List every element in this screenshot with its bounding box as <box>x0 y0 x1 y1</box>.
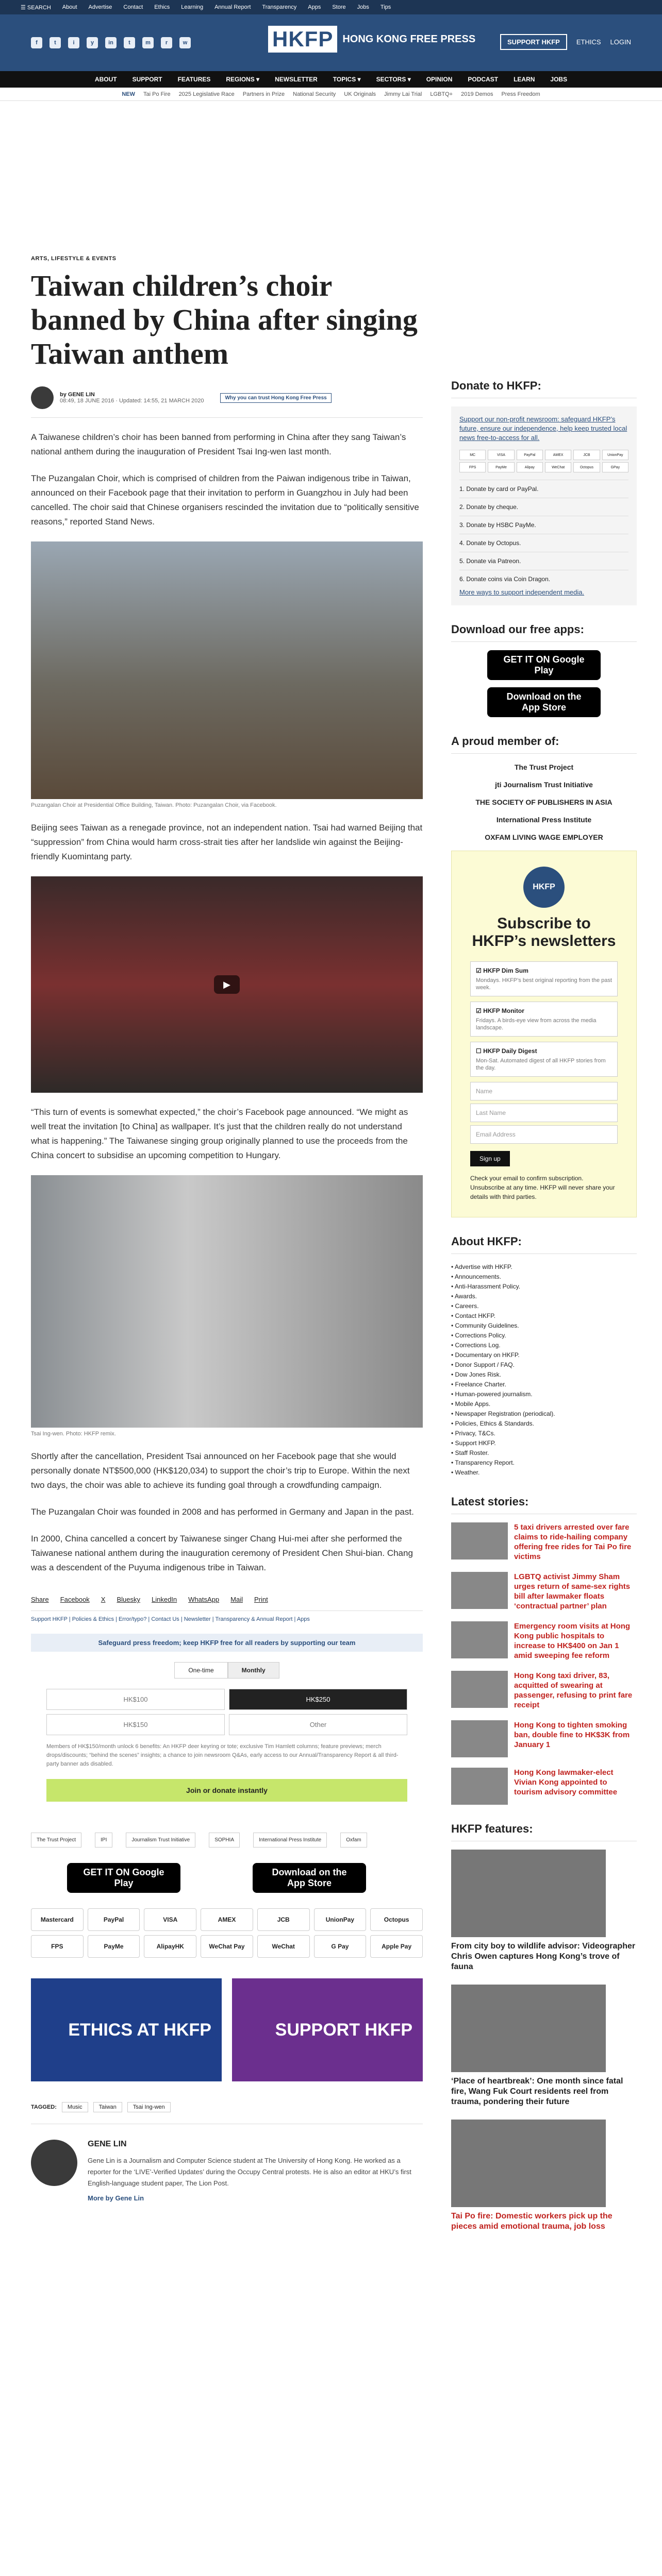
photo-caption: Tsai Ing-wen. Photo: HKFP remix. <box>31 1431 116 1437</box>
story-thumbnail <box>451 1572 508 1609</box>
logo-text: HONG KONG FREE PRESS <box>342 33 476 45</box>
features-title: HKFP features: <box>451 1822 637 1841</box>
member-title: A proud member of: <box>451 735 637 754</box>
payment-logo: VISA <box>144 1908 196 1931</box>
partner-logo[interactable]: International Press Institute <box>253 1833 327 1848</box>
top-utility-bar <box>0 0 662 14</box>
nav-item[interactable]: OPINION <box>426 76 453 83</box>
utility-link[interactable]: Learning <box>181 4 204 10</box>
nav-item[interactable]: SECTORS ▾ <box>376 76 411 83</box>
tag[interactable]: Tsai Ing-wen <box>127 2102 171 2112</box>
donate-title: Donate to HKFP: <box>451 379 637 398</box>
trending-bar <box>0 88 662 101</box>
payment-logo: AMEX <box>201 1908 253 1931</box>
tag[interactable]: Taiwan <box>93 2102 122 2112</box>
story-thumbnail <box>451 1671 508 1708</box>
partner-logo[interactable]: The Trust Project <box>31 1833 81 1848</box>
share-mail[interactable]: Mail <box>230 1596 243 1603</box>
latest-stories <box>451 1522 637 1805</box>
share-x[interactable]: X <box>101 1596 106 1603</box>
paragraph: Beijing sees Taiwan as a renegade province, not an independent nation. Tsai had warned Beijing that “suppression” from China would harm cross-strait ties after her landslide win against the Beijing-friendly Kuomintang party. <box>31 823 423 861</box>
site-logo[interactable] <box>268 26 475 53</box>
article <box>31 256 423 2202</box>
payment-methods <box>31 1908 423 1958</box>
share-facebook[interactable]: Facebook <box>60 1596 90 1603</box>
sidebar <box>451 379 637 2244</box>
about-title: About HKFP: <box>451 1235 637 1254</box>
nav-item[interactable]: FEATURES <box>177 76 211 83</box>
paragraph: “This turn of events is somewhat expected,” the choir’s Facebook page announced. “We might as well treat the invitation [to China] as wallpaper. It’s just that the children really do not understand what is happening.” The Taiwanese singing group originally planned to use the proceeds from the China concert to subsidise an upcoming competition to Hungary. <box>31 1107 408 1160</box>
partner-logo[interactable]: SOPHIA <box>209 1833 240 1848</box>
latest-story[interactable] <box>451 1522 637 1562</box>
utility-link[interactable]: Ethics <box>154 4 170 10</box>
about-link[interactable]: • Freelance Charter. <box>451 1381 506 1388</box>
about-link[interactable]: • Transparency Report. <box>451 1459 515 1466</box>
utility-link[interactable]: Store <box>332 4 346 10</box>
about-link[interactable]: • Human-powered journalism. <box>451 1391 533 1398</box>
payment-logo: JCB <box>257 1908 310 1931</box>
newsletter-name: ☑ HKFP Dim Sum <box>476 967 528 974</box>
newsletter-desc: Mon-Sat. Automated digest of all HKFP stories from the day. <box>476 1058 606 1071</box>
story-thumbnail <box>451 1720 508 1757</box>
article-footer-links[interactable]: Support HKFP | Policies & Ethics | Error/typo? | Contact Us | Newsletter | Transparency & Annual Report | Apps <box>31 1611 423 1622</box>
trending-link[interactable]: 2025 Legislative Race <box>178 91 235 97</box>
trust-badge[interactable]: Why you can trust Hong Kong Free Press <box>220 393 331 403</box>
x-icon[interactable]: t <box>49 37 61 48</box>
newsletter-title: Subscribe to HKFP’s newsletters <box>472 915 616 950</box>
search-link[interactable]: ☰ SEARCH <box>21 4 51 11</box>
latest-story[interactable] <box>451 1768 637 1805</box>
tag-list <box>31 2102 423 2124</box>
utility-link[interactable]: Annual Report <box>214 4 251 10</box>
byline <box>31 386 423 418</box>
story-thumbnail <box>451 1768 508 1805</box>
about-link[interactable]: • Contact HKFP. <box>451 1312 496 1319</box>
trending-link[interactable]: National Security <box>293 91 336 97</box>
masthead <box>0 14 662 71</box>
latest-story[interactable] <box>451 1671 637 1710</box>
member-logo[interactable]: OXFAM LIVING WAGE EMPLOYER <box>485 833 603 841</box>
about-links <box>451 1262 637 1478</box>
utility-link[interactable]: Advertise <box>88 4 112 10</box>
about-link[interactable]: • Anti-Harassment Policy. <box>451 1283 521 1290</box>
play-icon[interactable]: ▶ <box>214 975 240 994</box>
nav-item[interactable]: TOPICS ▾ <box>333 76 361 83</box>
feature-image <box>451 2120 606 2207</box>
avatar[interactable] <box>31 386 54 409</box>
card-logos <box>459 450 628 472</box>
utility-link[interactable]: About <box>62 4 77 10</box>
promo-banners <box>31 1978 423 2081</box>
story-title: Emergency room visits at Hong Kong public hospitals to increase to HK$400 on Jan 1 amid sweeping fee reform <box>514 1622 631 1660</box>
payment-logo: Apple Pay <box>370 1935 423 1958</box>
trending-link[interactable]: Press Freedom <box>501 91 540 97</box>
share-label: Share <box>31 1596 49 1603</box>
share-linkedin[interactable]: LinkedIn <box>152 1596 177 1603</box>
card-logo: VISA <box>488 450 514 460</box>
card-logo: AMEX <box>545 450 571 460</box>
newsletter-checkbox[interactable] <box>470 961 618 996</box>
about-link[interactable]: • Dow Jones Risk. <box>451 1371 501 1378</box>
card-logo: JCB <box>573 450 600 460</box>
about-link[interactable]: • Careers. <box>451 1302 479 1310</box>
latest-story[interactable] <box>451 1621 637 1660</box>
payment-logo: PayMe <box>88 1935 140 1958</box>
about-link[interactable]: • Staff Roster. <box>451 1449 489 1456</box>
about-link[interactable]: • Community Guidelines. <box>451 1322 519 1329</box>
amount-option[interactable]: Other <box>229 1714 407 1735</box>
card-logo: WeChat <box>545 462 571 472</box>
sign-up-button[interactable]: Sign up <box>470 1151 510 1166</box>
utility-link[interactable]: Jobs <box>357 4 369 10</box>
trending-link[interactable]: Jimmy Lai Trial <box>384 91 422 97</box>
google-play-button[interactable]: GET IT ON Google Play <box>487 650 601 680</box>
nav-item[interactable]: REGIONS ▾ <box>226 76 260 83</box>
author-bio: Gene Lin is a Journalism and Computer Science student at The University of Hong Kong. He worked as a reporter for the ‘LIVE’-Verified Updates’ during the Occupy Central protests. He is also an editor at HKU’s first English-language student paper, The Lion Post. <box>88 2157 411 2187</box>
email-field[interactable]: Email Address <box>470 1125 618 1144</box>
trending-link[interactable]: UK Originals <box>344 91 376 97</box>
about-link[interactable]: • Policies, Ethics & Standards. <box>451 1420 534 1427</box>
story-thumbnail <box>451 1522 508 1560</box>
more-ways-link[interactable]: More ways to support independent media. <box>459 588 585 596</box>
story-title: 5 taxi drivers arrested over fare claims to ride-hailing company offering free rides for Tai Po fire victims <box>514 1523 632 1561</box>
donate-box <box>451 406 637 605</box>
mail-icon[interactable]: m <box>142 37 154 48</box>
story-title: Hong Kong taxi driver, 83, acquitted of swearing at passenger, refusing to print fare receipt <box>514 1671 633 1709</box>
share-bluesky[interactable]: Bluesky <box>117 1596 140 1603</box>
amount-option[interactable]: HK$250 <box>229 1689 407 1710</box>
one-time-option[interactable]: One-time <box>174 1662 227 1679</box>
author-link[interactable]: by GENE LIN <box>60 392 95 398</box>
donate-option[interactable]: 6. Donate coins via Coin Dragon. <box>459 570 628 588</box>
payment-logo: WeChat <box>257 1935 310 1958</box>
publish-date: 08:49, 18 JUNE 2016 · Updated: 14:55, 21 MARCH 2020 <box>60 398 204 404</box>
feature-title: From city boy to wildlife advisor: Videographer Chris Owen captures Hong Kong’s trove of fauna <box>451 1942 636 1971</box>
newsletter-name: ☐ HKFP Daily Digest <box>476 1047 537 1055</box>
facebook-icon[interactable]: f <box>31 37 42 48</box>
author-box <box>31 2140 423 2202</box>
apps-title: Download our free apps: <box>451 623 637 642</box>
utility-link[interactable]: Apps <box>308 4 321 10</box>
monthly-option[interactable]: Monthly <box>228 1662 279 1679</box>
login-link[interactable]: LOGIN <box>610 38 631 46</box>
about-link[interactable]: • Documentary on HKFP. <box>451 1351 520 1359</box>
share-whatsapp[interactable]: WhatsApp <box>188 1596 220 1603</box>
nav-item[interactable]: SUPPORT <box>132 76 162 83</box>
card-logo: Alipay <box>517 462 543 472</box>
paragraph: Shortly after the cancellation, President Tsai announced on her Facebook page that she would personally donate NT$500,000 (HK$120,034) to support the choir’s trip to Europe. Within the next two days, the choir was able to achieve its funding goal through a crowdfunding campaign. <box>31 1451 410 1490</box>
paragraph: The Puzangalan Choir, which is comprised of children from the Paiwan indigenous tribe in Taiwan, announced on their Facebook page that their invitation to perform in Guangzhou in July had been cancelled. The choir said that Chinese organisers rescinded the invitation due to “politically sensitive reasons,” reported Stand News. <box>31 473 419 527</box>
logo-mark: HKFP <box>268 26 337 53</box>
latest-story[interactable] <box>451 1720 637 1757</box>
trending-link[interactable]: Partners in Prize <box>242 91 285 97</box>
payment-logo: PayPal <box>88 1908 140 1931</box>
payment-logo: AlipayHK <box>144 1935 196 1958</box>
trending-link[interactable]: LGBTQ+ <box>430 91 453 97</box>
card-logo: Octopus <box>573 462 600 472</box>
donate-option[interactable]: 1. Donate by card or PayPal. <box>459 480 628 498</box>
newsletter-box <box>451 851 637 1217</box>
support-promo[interactable]: SUPPORT HKFP <box>232 1978 423 2081</box>
partner-logo[interactable]: IPI <box>95 1833 112 1848</box>
amount-grid <box>31 1689 423 1735</box>
newsletter-name: ☑ HKFP Monitor <box>476 1007 524 1014</box>
about-link[interactable]: • Corrections Policy. <box>451 1332 506 1339</box>
feature-title: Tai Po fire: Domestic workers pick up the pieces amid emotional trauma, job loss <box>451 2212 613 2231</box>
app-store-button[interactable]: Download on the App Store <box>487 687 601 717</box>
donate-option[interactable]: 3. Donate by HSBC PayMe. <box>459 516 628 534</box>
newsletter-desc: Mondays. HKFP’s best original reporting from the past week. <box>476 977 612 991</box>
donate-option[interactable]: 4. Donate by Octopus. <box>459 534 628 552</box>
card-logo: PayMe <box>488 462 514 472</box>
newsletter-note: Check your email to confirm subscription. Unsubscribe at any time. HKFP will never share your details with third parties. <box>470 1175 615 1200</box>
telegram-icon[interactable]: t <box>124 37 135 48</box>
latest-story[interactable] <box>451 1572 637 1611</box>
member-logo[interactable]: jti Journalism Trust Initiative <box>495 781 593 789</box>
donate-heading: Safeguard press freedom; keep HKFP free for all readers by supporting our team <box>31 1634 423 1652</box>
story-title: LGBTQ activist Jimmy Sham urges return of same-sex rights bill after lawmaker floats ‘contractual partner’ plan <box>514 1572 631 1611</box>
whatsapp-icon[interactable]: w <box>179 37 191 48</box>
payment-logo: FPS <box>31 1935 84 1958</box>
card-logo: GPay <box>602 462 628 472</box>
nav-item[interactable]: JOBS <box>550 76 568 83</box>
more-by-author-link[interactable]: More by Gene Lin <box>88 2194 144 2202</box>
avatar[interactable] <box>31 2140 77 2186</box>
donate-option[interactable]: 5. Donate via Patreon. <box>459 552 628 570</box>
feature-stories <box>451 1850 637 2232</box>
page-title: Taiwan children’s choir banned by China after singing Taiwan anthem <box>31 269 418 370</box>
payment-logo: Octopus <box>370 1908 423 1931</box>
feature-story[interactable] <box>451 1850 637 1972</box>
utility-links <box>62 4 391 10</box>
amount-option[interactable]: HK$100 <box>46 1689 225 1710</box>
paragraph: In 2000, China cancelled a concert by Taiwanese singer Chang Hui-mei after she performed the Taiwanese national anthem during the inauguration ceremony of President Chen Shui-bian. Chang was a descendent of the Puyuma indigenous tribe in Taiwan. <box>31 1534 413 1572</box>
main-navigation <box>0 71 662 88</box>
google-play-button[interactable]: GET IT ON Google Play <box>67 1863 180 1893</box>
amount-option[interactable]: HK$150 <box>46 1714 225 1735</box>
choir-photo <box>31 541 423 799</box>
join-donate-button[interactable]: Join or donate instantly <box>46 1779 407 1802</box>
share-bar <box>31 1596 423 1603</box>
about-link[interactable]: • Advertise with HKFP. <box>451 1263 512 1270</box>
story-title: Hong Kong lawmaker-elect Vivian Kong appointed to tourism advisory committee <box>514 1768 618 1797</box>
youtube-icon[interactable]: y <box>87 37 98 48</box>
trending-new-label: NEW <box>122 91 135 97</box>
trending-link[interactable]: 2019 Demos <box>461 91 493 97</box>
nav-item[interactable]: NEWSLETTER <box>275 76 318 83</box>
about-link[interactable]: • Awards. <box>451 1293 477 1300</box>
feature-title: ‘Place of heartbreak’: One month since fatal fire, Wang Fuk Court residents reel from trauma, pondering their future <box>451 2077 623 2106</box>
ethics-promo[interactable]: ETHICS AT HKFP <box>31 1978 222 2081</box>
newsletter-checkbox[interactable] <box>470 1002 618 1037</box>
newsletter-desc: Fridays. A birds-eye view from across the media landscape. <box>476 1018 597 1031</box>
card-logo: UnionPay <box>602 450 628 460</box>
share-print[interactable]: Print <box>254 1596 268 1603</box>
name-field[interactable]: Name <box>470 1082 618 1100</box>
author-name[interactable]: GENE LIN <box>88 2140 127 2148</box>
story-thumbnail <box>451 1621 508 1658</box>
article-category[interactable]: ARTS, LIFESTYLE & EVENTS <box>31 256 117 262</box>
nav-item[interactable]: PODCAST <box>468 76 499 83</box>
about-link[interactable]: • Newspaper Registration (periodical). <box>451 1410 555 1417</box>
member-logo[interactable]: The Trust Project <box>514 763 574 771</box>
nav-item[interactable]: ABOUT <box>94 76 117 83</box>
donate-option[interactable]: 2. Donate by cheque. <box>459 498 628 516</box>
video-embed[interactable] <box>31 876 423 1093</box>
paragraph: The Puzangalan Choir was founded in 2008 and has performed in Germany and Japan in the past. <box>31 1507 414 1517</box>
partner-logos <box>31 1833 423 1848</box>
feature-image <box>451 1850 606 1937</box>
card-logo: MC <box>459 450 486 460</box>
utility-link[interactable]: Transparency <box>262 4 297 10</box>
app-store-badges <box>31 1863 423 1893</box>
feature-story[interactable] <box>451 2120 637 2232</box>
frequency-toggle <box>31 1662 423 1679</box>
about-link[interactable]: • Corrections Log. <box>451 1342 501 1349</box>
tag[interactable]: Music <box>62 2102 88 2112</box>
linkedin-icon[interactable]: in <box>105 37 117 48</box>
about-link[interactable]: • Privacy, T&Cs. <box>451 1430 495 1437</box>
nav-item[interactable]: LEARN <box>514 76 535 83</box>
byline-text <box>60 392 204 404</box>
tags-label: TAGGED: <box>31 2104 57 2110</box>
tsai-photo <box>31 1175 423 1428</box>
masthead-actions <box>500 34 631 50</box>
donate-intro-link[interactable]: Support our non-profit newsroom: safeguard HKFP’s future, ensure our independence, help keep trusted local news free-to-access for all. <box>459 415 627 442</box>
about-link[interactable]: • Weather. <box>451 1469 480 1476</box>
utility-link[interactable]: Tips <box>380 4 391 10</box>
payment-logo: WeChat Pay <box>201 1935 253 1958</box>
newsletter-badge: HKFP <box>523 867 565 908</box>
social-icons <box>31 37 191 48</box>
instagram-icon[interactable]: i <box>68 37 79 48</box>
story-title: Hong Kong to tighten smoking ban, double fine to HK$3K from January 1 <box>514 1721 630 1749</box>
latest-title: Latest stories: <box>451 1495 637 1514</box>
partner-logo[interactable]: Oxfam <box>340 1833 367 1848</box>
ethics-link[interactable]: ETHICS <box>576 38 601 46</box>
about-link[interactable]: • Support HKFP. <box>451 1439 496 1447</box>
payment-logo: G Pay <box>314 1935 367 1958</box>
member-logo[interactable]: THE SOCIETY OF PUBLISHERS IN ASIA <box>475 798 613 806</box>
newsletter-checkbox[interactable] <box>470 1042 618 1077</box>
feature-image <box>451 1985 606 2072</box>
payment-logo: UnionPay <box>314 1908 367 1931</box>
card-logo: FPS <box>459 462 486 472</box>
card-logo: PayPal <box>517 450 543 460</box>
last-name-field[interactable]: Last Name <box>470 1104 618 1122</box>
about-link[interactable]: • Announcements. <box>451 1273 501 1280</box>
about-link[interactable]: • Donor Support / FAQ. <box>451 1361 515 1368</box>
donate-widget <box>31 1634 423 1802</box>
feature-story[interactable] <box>451 1985 637 2107</box>
utility-link[interactable]: Contact <box>123 4 143 10</box>
member-logo[interactable]: International Press Institute <box>496 816 592 824</box>
paragraph: A Taiwanese children’s choir has been banned from performing in China after they sang Taiwan’s national anthem during the inauguration of President Tsai Ing-wen last month. <box>31 432 406 456</box>
support-hkfp-button[interactable]: SUPPORT HKFP <box>500 34 567 50</box>
app-store-button[interactable]: Download on the App Store <box>253 1863 366 1893</box>
rss-icon[interactable]: r <box>161 37 172 48</box>
partner-logo[interactable]: Journalism Trust Initiative <box>126 1833 195 1848</box>
member-benefits: Members of HK$150/month unlock 6 benefits: An HKFP deer keyring or tote; exclusive Tim Hamlett columns; feature previews; merch drops/discounts; “behind the scenes” insights; a chance to join newsroom Q&As, early access to our Annual/Transparency Report & all third-party banner ads disabled. <box>46 1743 399 1767</box>
payment-logo: Mastercard <box>31 1908 84 1931</box>
about-link[interactable]: • Mobile Apps. <box>451 1400 491 1408</box>
trending-link[interactable]: Tai Po Fire <box>143 91 171 97</box>
photo-caption: Puzangalan Choir at Presidential Office Building, Taiwan. Photo: Puzangalan Choir, via Facebook. <box>31 802 277 808</box>
